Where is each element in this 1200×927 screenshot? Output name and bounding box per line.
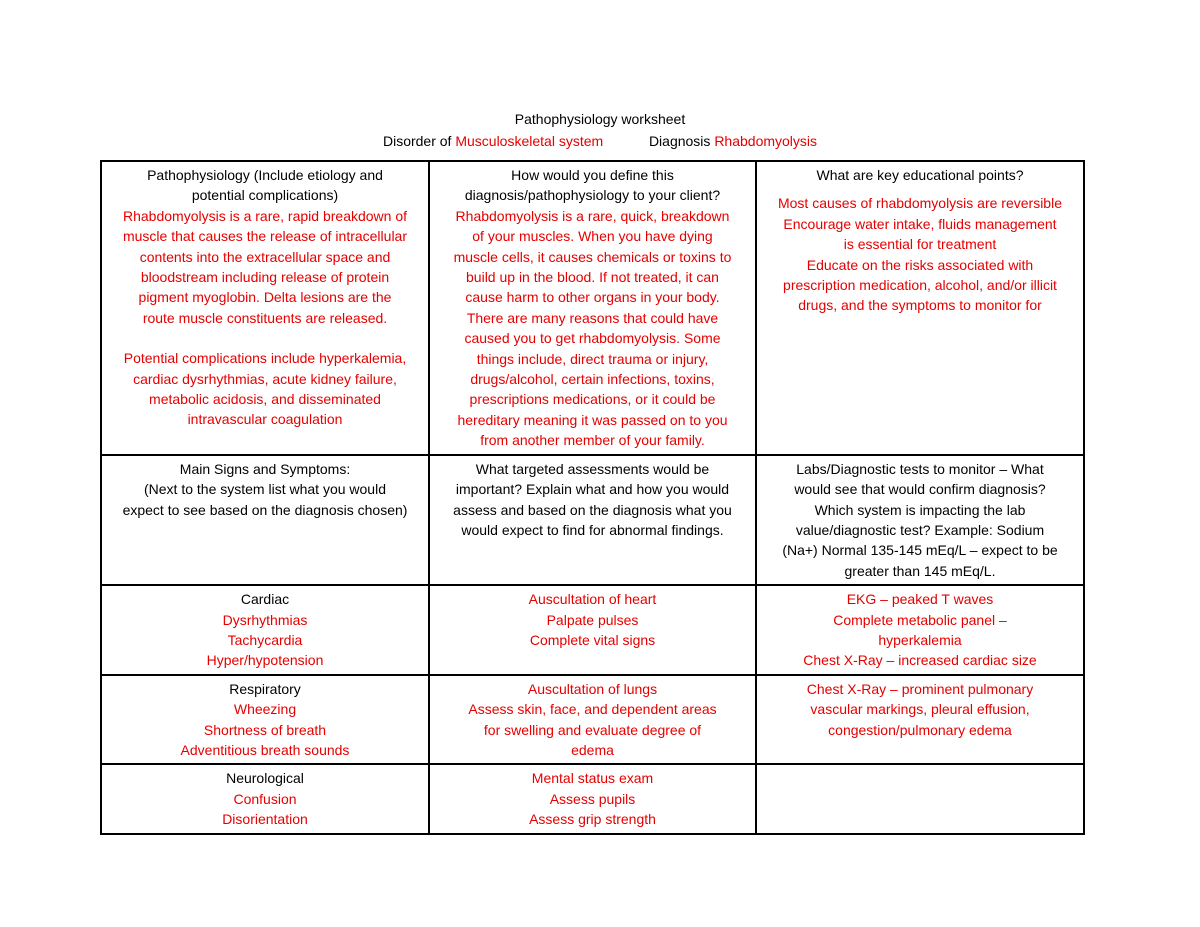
sign-item: Disorientation (222, 811, 308, 828)
pathophysiology-answer-line: route muscle constituents are released. (142, 309, 388, 326)
lab-item-group (765, 679, 1075, 740)
sign-item: Tachycardia (227, 631, 303, 648)
system-assessments-cell (429, 675, 756, 765)
definition-answer-line: drugs/alcohol, certain infections, toxins, (470, 371, 715, 388)
pathophysiology-cell (101, 161, 429, 455)
assessments-prompt-line: What targeted assessments would be (475, 460, 710, 477)
signs-prompt-line: (Next to the system list what you would (144, 481, 386, 498)
labs-prompt-line-group (765, 459, 1075, 581)
assessments-prompt-line: important? Explain what and how you would (455, 481, 730, 498)
assessment-item: Assess pupils (549, 790, 636, 807)
system-name: Neurological (226, 770, 304, 787)
sign-item: Wheezing (233, 701, 297, 718)
education-answer-line: drugs, and the symptoms to monitor for (798, 297, 1042, 314)
assessment-item-group (438, 679, 747, 761)
signs-prompt-line-group (110, 459, 420, 520)
definition-prompt-line: How would you define this (511, 167, 674, 183)
assessment-item: Assess skin, face, and dependent areas (468, 701, 717, 718)
labs-prompt-line: greater than 145 mEq/L. (844, 562, 996, 579)
definition-prompt-line: diagnosis/pathophysiology to your client? (464, 187, 721, 204)
education-answer-line: prescription medication, alcohol, and/or illicit (783, 277, 1057, 294)
education-prompt-line: What are key educational points? (816, 167, 1024, 183)
pathophysiology-answer-line: contents into the extracellular space and (139, 248, 391, 265)
education-prompt-line-group (765, 165, 1075, 185)
labs-prompt-line: value/diagnostic test? Example: Sodium (795, 521, 1045, 538)
assessment-item-group (438, 589, 747, 650)
assessment-item: edema (571, 741, 614, 758)
complications-line-group (110, 348, 420, 430)
sign-item: Hyper/hypotension (206, 652, 324, 669)
system-labs-cell (756, 675, 1084, 765)
table-row (101, 675, 1084, 765)
definition-answer-line: There are many reasons that could have (466, 309, 719, 326)
pathophysiology-answer-line: Rhabdomyolysis is a rare, rapid breakdown of (122, 207, 408, 224)
assessment-item: Assess grip strength (529, 811, 656, 828)
pathophysiology-prompt-line: Pathophysiology (Include etiology and (147, 167, 383, 183)
assessments-prompt-line-group (438, 459, 747, 541)
system-labs-cell (756, 764, 1084, 833)
sign-item-group (110, 789, 420, 830)
education-answer-line-group (765, 193, 1075, 315)
signs-prompt-line: Main Signs and Symptoms: (179, 460, 351, 477)
system-labs-cell (756, 585, 1084, 675)
lab-item: Chest X-Ray – prominent pulmonary (806, 680, 1034, 697)
complications-line: metabolic acidosis, and disseminated (149, 391, 381, 408)
assessment-item: Mental status exam (531, 770, 654, 787)
sign-item: Dysrhythmias (222, 611, 308, 628)
lab-item: EKG – peaked T waves (846, 591, 994, 608)
assessment-item: Palpate pulses (546, 611, 639, 628)
complications-line: cardiac dysrhythmias, acute kidney failure, (133, 370, 397, 387)
table-row (101, 585, 1084, 675)
system-name: Cardiac (240, 591, 290, 608)
lab-item: congestion/pulmonary edema (828, 721, 1012, 738)
labs-prompt-line: Labs/Diagnostic tests to monitor – What (796, 460, 1044, 477)
complications-line: intravascular coagulation (187, 411, 343, 428)
lab-item: vascular markings, pleural effusion, (810, 701, 1030, 718)
definition-answer-line: caused you to get rhabdomyolysis. Some (464, 330, 721, 347)
definition-answer-line: prescriptions medications, or it could be (469, 391, 716, 408)
assessments-prompt-line: assess and based on the diagnosis what you (453, 501, 732, 518)
lab-item: hyperkalemia (878, 631, 962, 648)
diagnosis-value: Rhabdomyolysis (714, 133, 818, 149)
system-signs-cell (101, 585, 429, 675)
pathophysiology-answer-line: muscle that causes the release of intracellular (122, 228, 408, 245)
worksheet-table (100, 160, 1085, 835)
table-row (101, 161, 1084, 455)
system-name: Respiratory (229, 680, 301, 697)
education-answer-line: is essential for treatment (843, 236, 997, 253)
definition-answer-line: cause harm to other organs in your body. (465, 289, 720, 306)
lab-item-group (765, 589, 1075, 671)
assessment-item-group (438, 768, 747, 829)
definition-answer-line: Rhabdomyolysis is a rare, quick, breakdown (455, 207, 730, 224)
sign-item: Adventitious breath sounds (180, 741, 350, 758)
system-signs-cell (101, 764, 429, 833)
pathophysiology-prompt-line-group (110, 165, 420, 206)
education-answer-line: Educate on the risks associated with (806, 256, 1034, 273)
assessment-item: Auscultation of heart (528, 591, 657, 608)
lab-item: Complete metabolic panel – (833, 611, 1007, 628)
system-signs-cell (101, 675, 429, 765)
education-answer-line: Most causes of rhabdomyolysis are reversible (777, 195, 1062, 212)
labs-prompt-line: would see that would confirm diagnosis? (794, 481, 1046, 498)
labs-prompt-line: (Na+) Normal 135-145 mEq/L – expect to be (782, 542, 1058, 559)
signs-prompt-line: expect to see based on the diagnosis chosen) (122, 501, 408, 518)
definition-answer-line: hereditary meaning it was passed on to you (457, 411, 728, 428)
definition-answer-line: of your muscles. When you have dying (472, 228, 713, 245)
disorder-label: Disorder of (382, 133, 452, 149)
labs-prompt-line: Which system is impacting the lab (814, 501, 1026, 518)
definition-answer-line: from another member of your family. (480, 432, 705, 449)
assessment-item: Auscultation of lungs (527, 680, 658, 697)
diagnosis-label: Diagnosis (648, 133, 711, 149)
definition-answer-line: build up in the blood. If not treated, it can (466, 269, 719, 286)
table-row (101, 455, 1084, 585)
assessment-item: Complete vital signs (529, 631, 656, 648)
system-assessments-cell (429, 764, 756, 833)
worksheet-title: Pathophysiology worksheet (514, 111, 686, 127)
pathophysiology-answer-line-group (110, 206, 420, 328)
signs-symptoms-header-cell (101, 455, 429, 585)
worksheet-header (0, 108, 1200, 152)
system-assessments-cell (429, 585, 756, 675)
table-row (101, 764, 1084, 833)
complications-line: Potential complications include hyperkalemia, (123, 350, 407, 367)
disorder-value: Musculoskeletal system (455, 133, 604, 149)
definition-answer-line-group (438, 206, 747, 451)
definition-answer-line: muscle cells, it causes chemicals or toxins to (453, 248, 732, 265)
definition-prompt-line-group (438, 165, 747, 206)
labs-header-cell (756, 455, 1084, 585)
definition-answer-line: things include, direct trauma or injury, (476, 350, 709, 367)
sign-item: Shortness of breath (203, 721, 327, 738)
sign-item: Confusion (233, 790, 297, 807)
assessments-header-cell (429, 455, 756, 585)
pathophysiology-answer-line: pigment myoglobin. Delta lesions are the (138, 289, 392, 306)
education-answer-line: Encourage water intake, fluids management (783, 215, 1057, 232)
assessment-item: for swelling and evaluate degree of (483, 721, 702, 738)
pathophysiology-answer-line: bloodstream including release of protein (140, 269, 390, 286)
assessments-prompt-line: would expect to find for abnormal findings. (461, 521, 724, 538)
sign-item-group (110, 699, 420, 760)
disorder-diagnosis-line (0, 130, 1200, 152)
lab-item: Chest X-Ray – increased cardiac size (803, 652, 1037, 669)
sign-item-group (110, 610, 420, 671)
educational-points-cell (756, 161, 1084, 455)
pathophysiology-prompt-line: potential complications) (191, 187, 339, 204)
client-definition-cell (429, 161, 756, 455)
